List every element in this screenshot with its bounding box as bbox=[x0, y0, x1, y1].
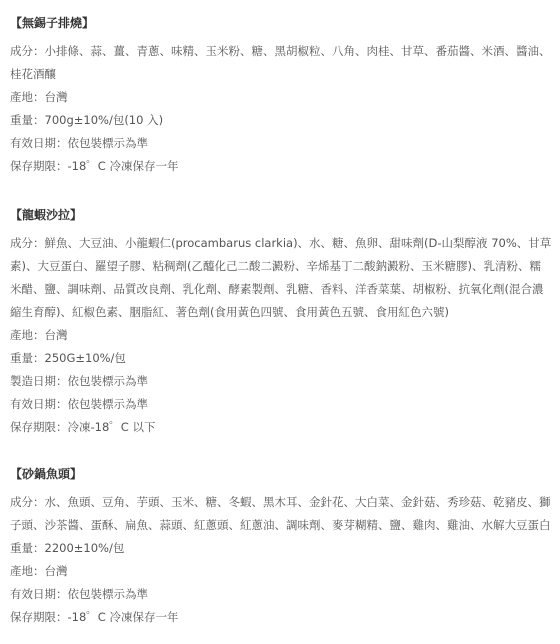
expiry-row bbox=[10, 583, 552, 606]
expiry-label: 有效日期： bbox=[10, 136, 68, 150]
expiry-value: 依包裝標示為準 bbox=[67, 397, 148, 411]
weight-value: 2200±10%/包 bbox=[44, 541, 125, 555]
ingredients-row bbox=[10, 40, 552, 86]
storage-row bbox=[10, 416, 552, 439]
weight-row bbox=[10, 347, 552, 370]
expiry-value: 依包裝標示為準 bbox=[67, 136, 148, 150]
weight-row bbox=[10, 109, 552, 132]
manufacture-date-label: 製造日期： bbox=[10, 374, 68, 388]
origin-row bbox=[10, 560, 552, 583]
expiry-row bbox=[10, 393, 552, 416]
origin-label: 產地： bbox=[10, 328, 45, 342]
weight-label: 重量： bbox=[10, 541, 45, 555]
storage-label: 保存期限： bbox=[10, 610, 68, 624]
weight-row bbox=[10, 537, 552, 560]
storage-label: 保存期限： bbox=[10, 420, 68, 434]
ingredients-label: 成分： bbox=[10, 495, 45, 509]
section-casserole-fish-head bbox=[10, 439, 552, 629]
storage-row bbox=[10, 155, 552, 178]
origin-label: 產地： bbox=[10, 90, 45, 104]
ingredients-label: 成分： bbox=[10, 236, 45, 250]
section-lobster-salad bbox=[10, 178, 552, 439]
storage-value: 冷凍-18゜C 以下 bbox=[67, 420, 156, 434]
storage-value: -18゜C 冷凍保存一年 bbox=[67, 610, 179, 624]
section-title: 【砂鍋魚頭】 bbox=[10, 467, 83, 481]
origin-value: 台灣 bbox=[44, 328, 68, 342]
manufacture-date-value: 依包裝標示為準 bbox=[67, 374, 148, 388]
storage-value: -18゜C 冷凍保存一年 bbox=[67, 159, 179, 173]
ingredients-value: 水、魚頭、豆角、芋頭、玉米、糖、冬蝦、黑木耳、金針花、大白菜、金針菇、秀珍菇、乾豬皮、獅子頭、沙茶醬、蛋酥、扁魚、蒜頭、紅蔥頭、紅蔥油、調味劑、麥芽糊精、鹽、雞肉、雞油、水解大豆蛋白 bbox=[10, 495, 551, 532]
weight-label: 重量： bbox=[10, 113, 45, 127]
expiry-row bbox=[10, 132, 552, 155]
ingredients-row bbox=[10, 491, 552, 537]
ingredients-value: 鮮魚、大豆油、小龍蝦仁(procambarus clarkia)、水、糖、魚卵、甜味劑(D-山梨醇液 70%、甘草素)、大豆蛋白、羅望子膠、粘稠劑(乙醯化己二酸二澱粉、辛烯基丁二酸鈉澱粉、玉米糖膠)、乳清粉、糯米醋、鹽、調味劑、品質改良劑、乳化劑、酵素製劑、乳糖、香料、洋香菜葉、胡椒粉、抗氧化劑(混合濃縮生育醇)、紅椒色素、胭脂紅、著色劑(食用黃色四號、食用黃色五號、食用紅色六號) bbox=[10, 236, 552, 319]
origin-row bbox=[10, 86, 552, 109]
expiry-label: 有效日期： bbox=[10, 587, 68, 601]
section-title: 【龍蝦沙拉】 bbox=[10, 208, 83, 222]
origin-value: 台灣 bbox=[44, 564, 68, 578]
ingredients-value: 小排條、蒜、薑、青蔥、味精、玉米粉、糖、黑胡椒粒、八角、肉桂、甘草、番茄醬、米酒、醬油、桂花酒釀 bbox=[10, 44, 551, 81]
weight-value: 250G±10%/包 bbox=[44, 351, 126, 365]
section-wuxi-ribs bbox=[10, 0, 552, 178]
weight-label: 重量： bbox=[10, 351, 45, 365]
manufacture-date-row bbox=[10, 370, 552, 393]
weight-value: 700g±10%/包(10 入) bbox=[44, 113, 164, 127]
ingredients-label: 成分： bbox=[10, 44, 45, 58]
origin-label: 產地： bbox=[10, 564, 45, 578]
storage-label: 保存期限： bbox=[10, 159, 68, 173]
storage-row bbox=[10, 606, 552, 629]
expiry-value: 依包裝標示為準 bbox=[67, 587, 148, 601]
section-title: 【無錫子排燒】 bbox=[10, 16, 95, 30]
expiry-label: 有效日期： bbox=[10, 397, 68, 411]
ingredients-row bbox=[10, 232, 552, 324]
origin-row bbox=[10, 324, 552, 347]
origin-value: 台灣 bbox=[44, 90, 68, 104]
